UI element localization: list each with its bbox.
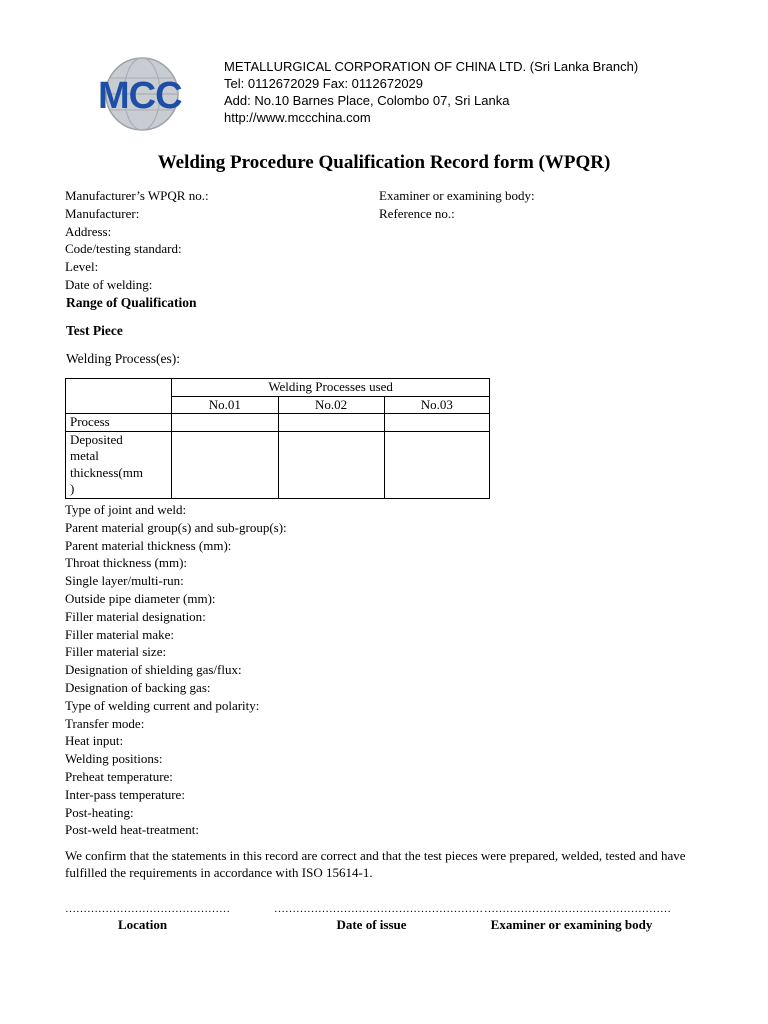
table-row-label-deposited-thickness xyxy=(66,431,172,498)
range-of-qualification-heading: Range of Qualification xyxy=(66,295,197,310)
table-cell[interactable] xyxy=(384,414,489,432)
welding-processes-table xyxy=(65,378,490,499)
signature-line: …………………………………………… xyxy=(484,903,671,915)
table-cell[interactable] xyxy=(384,431,489,498)
field-preheat-temperature: Preheat temperature: xyxy=(65,768,173,784)
field-outside-pipe-diameter: Outside pipe diameter (mm): xyxy=(65,590,216,606)
label-line: Deposited xyxy=(70,431,123,447)
company-address: Add: No.10 Barnes Place, Colombo 07, Sri Lanka xyxy=(224,93,510,108)
table-row xyxy=(66,414,490,432)
confirmation-statement: We confirm that the statements in this record are correct and that the test pieces were prepared, welded, tested and have fulfilled the requirements in accordance with ISO 15614-1. xyxy=(65,848,686,880)
company-website: http://www.mccchina.com xyxy=(224,110,371,125)
table-col-header: No.03 xyxy=(384,396,489,414)
field-parent-material-group: Parent material group(s) and sub-group(s): xyxy=(65,519,287,535)
field-welding-positions: Welding positions: xyxy=(65,751,163,767)
signature-examiner xyxy=(484,903,671,933)
header-fields-left xyxy=(65,187,209,294)
field-address: Address: xyxy=(65,223,112,239)
table-col-header: No.02 xyxy=(278,396,384,414)
field-throat-thickness: Throat thickness (mm): xyxy=(65,555,188,571)
field-backing-gas: Designation of backing gas: xyxy=(65,679,211,695)
field-reference-no: Reference no.: xyxy=(379,205,455,221)
table-cell[interactable] xyxy=(278,431,384,498)
field-heat-input: Heat input: xyxy=(65,733,124,749)
label-line: ) xyxy=(70,481,75,496)
signature-label: Date of issue xyxy=(336,917,407,932)
signature-line: ……………………………………… xyxy=(65,903,230,915)
table-group-header: Welding Processes used xyxy=(172,379,490,397)
field-welding-current: Type of welding current and polarity: xyxy=(65,697,260,713)
table-cell[interactable] xyxy=(278,414,384,432)
field-level: Level: xyxy=(65,259,99,275)
field-parent-material-thickness: Parent material thickness (mm): xyxy=(65,537,232,553)
field-type-of-joint: Type of joint and weld: xyxy=(65,502,187,517)
field-filler-designation: Filler material designation: xyxy=(65,608,206,624)
field-single-multi-run: Single layer/multi-run: xyxy=(65,573,184,589)
company-logo xyxy=(96,56,206,134)
logo-text: MCC xyxy=(98,75,182,117)
field-filler-make: Filler material make: xyxy=(65,626,175,642)
signature-label: Examiner or examining body xyxy=(490,917,653,932)
test-piece-heading: Test Piece xyxy=(66,323,123,338)
table-row xyxy=(66,379,490,397)
field-transfer-mode: Transfer mode: xyxy=(65,715,145,731)
table-cell-blank xyxy=(66,379,172,414)
welding-processes-label: Welding Process(es): xyxy=(66,351,181,366)
signature-location xyxy=(65,903,230,933)
label-line: thickness(mm xyxy=(70,464,143,480)
document-title: Welding Procedure Qualification Record form (WPQR) xyxy=(157,152,611,173)
field-code-testing-standard: Code/testing standard: xyxy=(65,241,182,257)
table-row-label-process: Process xyxy=(66,414,172,432)
field-examiner: Examiner or examining body: xyxy=(379,188,535,203)
table-col-header: No.01 xyxy=(172,396,278,414)
signature-line: ………………………………………………… xyxy=(274,903,483,915)
header-fields-right xyxy=(379,187,535,223)
parameter-fields xyxy=(65,501,287,839)
field-date-of-welding: Date of welding: xyxy=(65,276,153,292)
field-filler-size: Filler material size: xyxy=(65,644,167,660)
company-name: METALLURGICAL CORPORATION OF CHINA LTD. (Sri Lanka Branch) xyxy=(224,59,639,74)
table-cell[interactable] xyxy=(172,431,278,498)
signature-label: Location xyxy=(117,917,168,932)
signature-date xyxy=(274,903,483,933)
field-inter-pass-temperature: Inter-pass temperature: xyxy=(65,786,185,802)
company-info xyxy=(224,58,638,126)
field-post-heating: Post-heating: xyxy=(65,804,134,820)
table-row xyxy=(66,431,490,498)
label-line: metal xyxy=(70,448,99,463)
field-shielding-gas: Designation of shielding gas/flux: xyxy=(65,662,242,678)
field-manufacturer-wpqr-no: Manufacturer’s WPQR no.: xyxy=(65,188,209,203)
table-cell[interactable] xyxy=(172,414,278,432)
company-phone-fax: Tel: 0112672029 Fax: 0112672029 xyxy=(224,76,424,91)
field-post-weld-heat-treatment: Post-weld heat-treatment: xyxy=(65,822,199,838)
field-manufacturer: Manufacturer: xyxy=(65,205,140,221)
